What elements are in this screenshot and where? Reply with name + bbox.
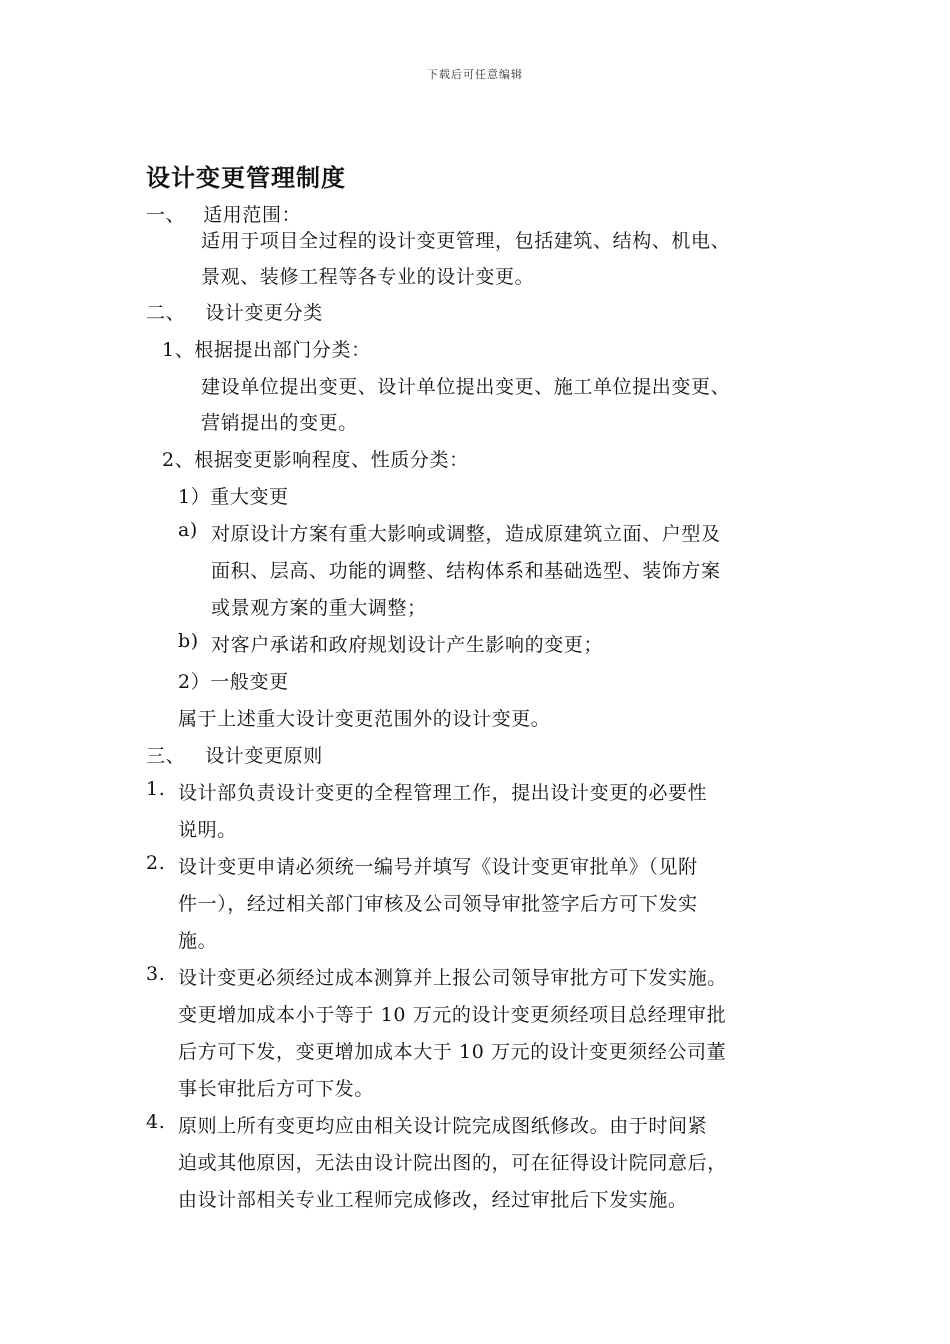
subsection-2-heading: 2、根据变更影响程度、性质分类： [162,449,469,471]
list-item-a-line: 或景观方案的重大调整； [211,597,427,619]
subsection-1-heading: 1、根据提出部门分类： [162,339,371,361]
major-change-heading: 1）重大变更 [178,486,289,508]
principle-item-line: 变更增加成本小于等于 10 万元的设计变更须经项目总经理审批 [178,1004,727,1026]
section-2-title: 设计变更分类 [205,302,323,324]
section-1-title: 适用范围： [203,204,302,226]
principle-item-line: 原则上所有变更均应由相关设计院完成图纸修改。由于时间紧 [178,1115,708,1137]
section-3-title: 设计变更原则 [205,745,323,767]
general-change-heading: 2）一般变更 [178,671,289,693]
list-item-a-label: a) [178,519,198,541]
principle-item-label: 2. [146,852,166,874]
principle-item-line: 事长审批后方可下发。 [178,1078,375,1100]
section-1-body-line: 景观、装修工程等各专业的设计变更。 [201,266,535,288]
section-2-heading [146,298,323,325]
section-2-number: 二、 [146,302,186,324]
principle-item-line: 设计变更必须经过成本测算并上报公司领导审批方可下发实施。 [178,967,727,989]
principle-item-line: 设计部负责设计变更的全程管理工作，提出设计变更的必要性 [178,782,708,804]
header-note: 下载后可任意编辑 [427,68,523,81]
principle-item-line: 说明。 [178,819,237,841]
list-item-a-line: 面积、层高、功能的调整、结构体系和基础选型、装饰方案 [211,560,721,582]
principle-item-label: 3. [146,963,166,985]
principle-item-line: 施。 [178,930,218,952]
principle-item-line: 由设计部相关专业工程师完成修改，经过审批后下发实施。 [178,1189,688,1211]
section-1-heading [146,200,301,227]
principle-item-label: 1. [146,778,166,800]
principle-item-line: 后方可下发，变更增加成本大于 10 万元的设计变更须经公司董 [178,1041,727,1063]
subsection-1-body-line: 建设单位提出变更、设计单位提出变更、施工单位提出变更、 [201,376,731,398]
general-change-body: 属于上述重大设计变更范围外的设计变更。 [178,708,551,730]
principle-item-line: 件一），经过相关部门审核及公司领导审批签字后方可下发实 [178,893,698,915]
list-item-b-label: b) [178,630,199,652]
subsection-1-body-line: 营销提出的变更。 [201,412,358,434]
principle-item-label: 4. [146,1111,166,1133]
section-3-number: 三、 [146,745,186,767]
section-1-body-line: 适用于项目全过程的设计变更管理，包括建筑、结构、机电、 [201,230,731,252]
principle-item-line: 迫或其他原因，无法由设计院出图的，可在征得设计院同意后， [178,1152,727,1174]
document-title: 设计变更管理制度 [146,164,346,192]
section-1-number: 一、 [146,204,186,226]
list-item-b-line: 对客户承诺和政府规划设计产生影响的变更； [211,634,604,656]
principle-item-line: 设计变更申请必须统一编号并填写《设计变更审批单》（见附 [178,856,698,878]
list-item-a-line: 对原设计方案有重大影响或调整，造成原建筑立面、户型及 [211,523,721,545]
section-3-heading [146,741,323,768]
